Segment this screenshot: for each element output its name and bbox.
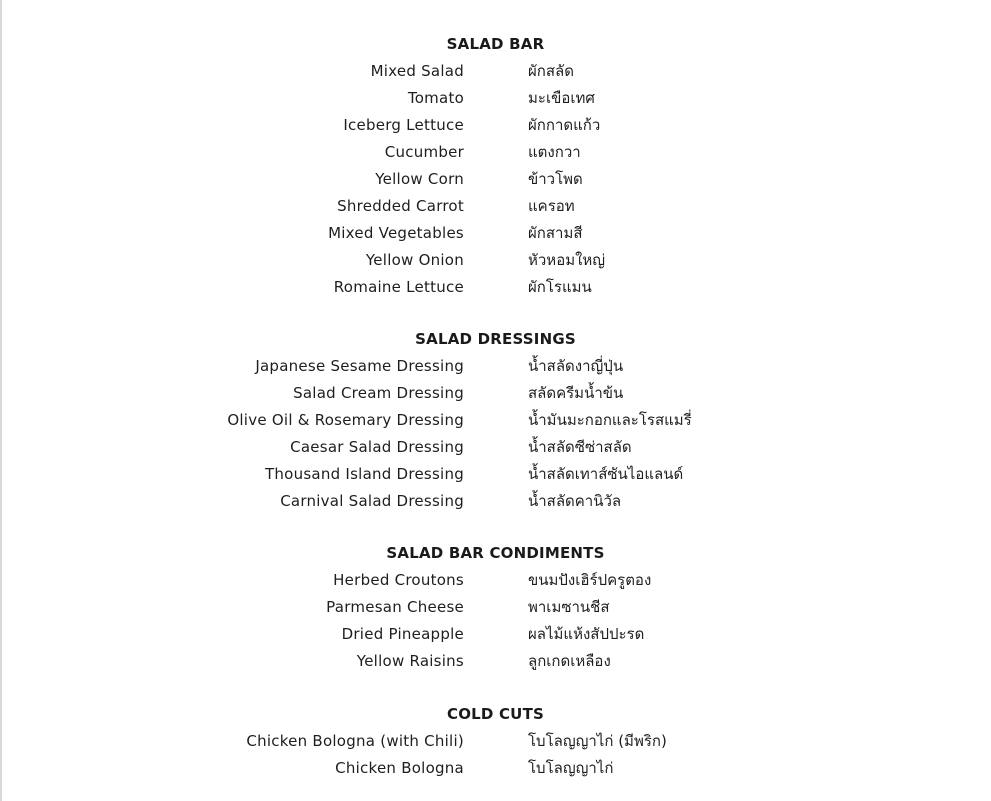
item-name-th: น้ำสลัดซีซ่าสลัด [528, 438, 632, 456]
item-name-th: แครอท [528, 197, 575, 215]
item-name-en: Chicken Bologna (with Chili) [246, 732, 464, 750]
item-name-th: น้ำมันมะกอกและโรสแมรี่ [528, 411, 692, 429]
item-name-en: Cucumber [384, 143, 464, 161]
menu-item [0, 277, 991, 299]
menu-item [0, 597, 991, 619]
item-name-th: ขนมปังเฮิร์ปครูตอง [528, 571, 652, 589]
item-name-th: ผักโรแมน [528, 278, 592, 296]
item-name-th: น้ำสลัดคานิวัล [528, 492, 622, 510]
section-title: SALAD DRESSINGS [415, 330, 576, 348]
item-name-en: Chicken Bologna [335, 759, 464, 777]
section-title: SALAD BAR CONDIMENTS [386, 544, 605, 562]
item-name-en: Mixed Salad [370, 62, 464, 80]
item-name-th: ข้าวโพด [528, 170, 583, 188]
item-name-en: Parmesan Cheese [326, 598, 464, 616]
menu-item [0, 651, 991, 673]
item-name-th: แตงกวา [528, 143, 581, 161]
item-name-en: Iceberg Lettuce [343, 116, 464, 134]
menu-item [0, 491, 991, 513]
item-name-th: พาเมซานชีส [528, 598, 610, 616]
item-name-th: โบโลญญาไก่ (มีพริก) [528, 732, 667, 750]
menu-item [0, 570, 991, 592]
item-name-en: Dried Pineapple [341, 625, 464, 643]
menu-item [0, 250, 991, 272]
item-name-th: ผักสามสี [528, 224, 583, 242]
item-name-en: Romaine Lettuce [333, 278, 464, 296]
item-name-th: หัวหอมใหญ่ [528, 251, 606, 269]
menu-item [0, 731, 991, 753]
item-name-th: น้ำสลัดงาญี่ปุ่น [528, 357, 624, 375]
menu-item [0, 196, 991, 218]
menu-item [0, 142, 991, 164]
menu-item [0, 758, 991, 780]
item-name-en: Yellow Raisins [356, 652, 464, 670]
item-name-en: Salad Cream Dressing [293, 384, 464, 402]
item-name-en: Japanese Sesame Dressing [255, 357, 464, 375]
menu-item [0, 437, 991, 459]
item-name-th: น้ำสลัดเทาส์ซันไอแลนด์ [528, 465, 684, 483]
item-name-en: Carnival Salad Dressing [280, 492, 464, 510]
section-title: SALAD BAR [446, 35, 545, 53]
item-name-en: Herbed Croutons [333, 571, 464, 589]
item-name-th: โบโลญญาไก่ [528, 759, 614, 777]
item-name-en: Yellow Onion [365, 251, 464, 269]
item-name-th: ผลไม้แห้งสัปปะรด [528, 625, 645, 643]
item-name-th: มะเขือเทศ [528, 89, 595, 107]
item-name-en: Olive Oil & Rosemary Dressing [227, 411, 464, 429]
item-name-en: Shredded Carrot [337, 197, 464, 215]
section-title: COLD CUTS [446, 705, 544, 723]
menu-item [0, 624, 991, 646]
item-name-en: Tomato [407, 89, 464, 107]
menu-item [0, 410, 991, 432]
item-name-th: ผักกาดแก้ว [528, 116, 601, 134]
menu-item [0, 464, 991, 486]
menu-item [0, 356, 991, 378]
menu-item [0, 61, 991, 83]
item-name-en: Thousand Island Dressing [265, 465, 464, 483]
menu-item [0, 88, 991, 110]
item-name-th: ผักสลัด [528, 62, 574, 80]
item-name-en: Mixed Vegetables [328, 224, 464, 242]
item-name-en: Yellow Corn [375, 170, 464, 188]
menu-item [0, 223, 991, 245]
item-name-en: Caesar Salad Dressing [290, 438, 464, 456]
menu-item [0, 169, 991, 191]
menu-item [0, 115, 991, 137]
menu-item [0, 383, 991, 405]
item-name-th: สลัดครีมน้ำข้น [528, 384, 624, 402]
item-name-th: ลูกเกดเหลือง [528, 652, 611, 670]
